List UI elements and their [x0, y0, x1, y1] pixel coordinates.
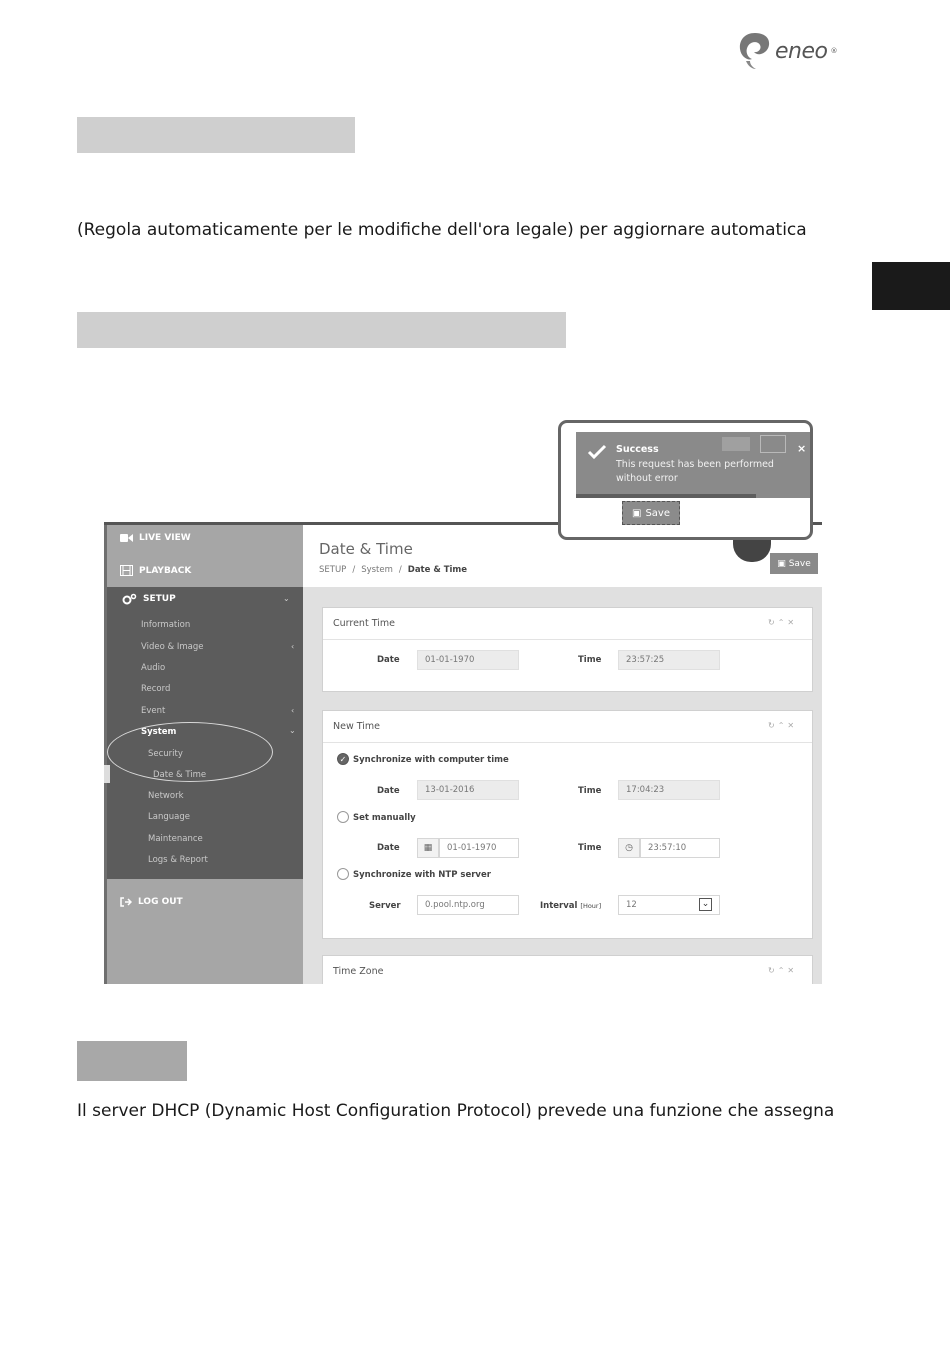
chapter-thumb-tab: [872, 262, 950, 310]
server-label: Server: [369, 901, 401, 911]
sidebar-item-date-time[interactable]: Date & Time: [153, 770, 207, 780]
toast-title: Success: [616, 444, 659, 455]
sync-ntp-label: Synchronize with NTP server: [353, 870, 491, 880]
refresh-icon[interactable]: ↻: [768, 721, 778, 730]
video-camera-icon: [120, 533, 133, 543]
toast-progress: [576, 494, 756, 498]
sidebar-item-label: LIVE VIEW: [139, 533, 191, 543]
toast-ghost-block: [722, 437, 750, 451]
sidebar-bottom: [104, 879, 303, 984]
time-label: Time: [578, 655, 602, 665]
refresh-icon[interactable]: ↻: [768, 966, 778, 975]
breadcrumb-separator: /: [398, 565, 402, 575]
sync-ntp-radio[interactable]: [337, 868, 349, 880]
chevron-up-icon[interactable]: ⌃: [777, 721, 788, 730]
panel-tools: [768, 721, 797, 730]
current-date-field: 01-01-1970: [417, 650, 519, 670]
sync-computer-label: Synchronize with computer time: [353, 755, 509, 765]
close-icon[interactable]: ✕: [787, 618, 798, 627]
logo-wordmark: eneo: [775, 38, 828, 64]
sidebar-item-live-view[interactable]: [120, 533, 191, 543]
date-label: Date: [377, 655, 400, 665]
panel-tools: [768, 966, 797, 975]
sidebar-item-video-image[interactable]: Video & Image: [141, 642, 204, 652]
eneo-logo: [738, 30, 838, 72]
breadcrumb-current: Date & Time: [407, 565, 468, 575]
toast-ghost-frame: [760, 435, 786, 453]
interval-unit: [Hour]: [580, 902, 602, 910]
refresh-icon[interactable]: ↻: [768, 618, 778, 627]
logo-registered-mark: ®: [830, 47, 838, 55]
calendar-icon[interactable]: ▦: [417, 838, 439, 858]
sidebar-item-label: SETUP: [143, 594, 176, 604]
sync-computer-radio[interactable]: ✓: [337, 753, 349, 765]
floppy-disk-icon: ▣: [777, 558, 786, 569]
paragraph-2: Il server DHCP (Dynamic Host Configuration Protocol) prevede una funzione che assegna: [77, 1101, 835, 1121]
ntp-server-input[interactable]: 0.pool.ntp.org: [417, 895, 519, 915]
set-manually-radio[interactable]: [337, 811, 349, 823]
chevron-down-icon: ⌄: [283, 594, 290, 603]
sidebar-item-label: LOG OUT: [138, 897, 183, 907]
save-button-label: Save: [788, 558, 811, 569]
breadcrumb-system[interactable]: System: [361, 565, 393, 575]
callout-save-label: Save: [645, 507, 670, 519]
paragraph-1: (Regola automaticamente per le modifiche dell'ora legale) per aggiornare automatica: [77, 220, 807, 240]
sidebar-item-system[interactable]: System: [141, 727, 177, 737]
time-label: Time: [578, 786, 602, 796]
callout-save-button[interactable]: [622, 501, 680, 525]
sidebar-item-logout[interactable]: [120, 897, 183, 907]
chevron-up-icon[interactable]: ⌃: [777, 966, 788, 975]
chevron-left-icon: ‹: [291, 706, 295, 715]
sidebar-item-logs-report[interactable]: Logs & Report: [148, 855, 208, 865]
chevron-down-icon: ⌄: [289, 726, 296, 735]
breadcrumb-setup[interactable]: SETUP: [319, 565, 347, 575]
panel-title: Time Zone: [333, 966, 384, 977]
panel-title: New Time: [333, 721, 380, 732]
sidebar-item-setup[interactable]: [122, 593, 176, 605]
interval-label: [540, 901, 601, 911]
computer-time-field: 17:04:23: [618, 780, 720, 800]
chevron-up-icon[interactable]: ⌃: [777, 618, 788, 627]
sidebar-item-record[interactable]: Record: [141, 684, 171, 694]
section-heading-bar-1: [77, 117, 355, 153]
manual-date-input[interactable]: 01-01-1970: [439, 838, 519, 858]
set-manually-label: Set manually: [353, 813, 416, 823]
breadcrumb-separator: /: [352, 565, 356, 575]
panel-divider: [323, 639, 812, 640]
sidebar-item-event[interactable]: Event: [141, 706, 166, 716]
sidebar-item-security[interactable]: Security: [148, 749, 183, 759]
panel-tools: [768, 618, 797, 627]
sidebar-item-language[interactable]: Language: [148, 812, 190, 822]
time-label: Time: [578, 843, 602, 853]
eneo-logo-mark-icon: [738, 31, 772, 71]
floppy-disk-icon: ▣: [632, 507, 642, 519]
sidebar-item-audio[interactable]: Audio: [141, 663, 166, 673]
close-icon[interactable]: ✕: [787, 721, 798, 730]
date-label: Date: [377, 786, 400, 796]
checkmark-icon: [587, 444, 607, 460]
chevron-down-icon[interactable]: ⌄: [699, 898, 712, 911]
toast-message: This request has been performed without error: [616, 459, 774, 484]
sidebar-item-label: PLAYBACK: [139, 565, 192, 576]
panel-title: Current Time: [333, 618, 395, 629]
close-icon[interactable]: ✕: [787, 966, 798, 975]
section-heading-bar-2: [77, 312, 566, 348]
interval-value: 12: [626, 900, 637, 910]
sidebar-item-playback[interactable]: [120, 565, 191, 576]
highlight-ellipse: [107, 722, 273, 782]
logout-icon: [120, 897, 132, 907]
close-icon[interactable]: ×: [797, 442, 807, 455]
panel-divider: [323, 742, 812, 743]
date-label: Date: [377, 843, 400, 853]
computer-date-field: 13-01-2016: [417, 780, 519, 800]
breadcrumb: [319, 565, 467, 575]
sidebar-item-network[interactable]: Network: [148, 791, 184, 801]
manual-time-input[interactable]: 23:57:10: [640, 838, 720, 858]
current-time-panel: [322, 607, 813, 692]
chevron-left-icon: ‹: [291, 642, 295, 651]
sidebar-active-marker: [104, 765, 110, 783]
clock-icon[interactable]: ◷: [618, 838, 640, 858]
interval-label-text: Interval: [540, 901, 578, 911]
screenshot-bottom-mask: [104, 984, 822, 1004]
film-icon: [120, 565, 133, 576]
page-title: Date & Time: [319, 540, 413, 558]
sidebar-item-maintenance[interactable]: Maintenance: [148, 834, 203, 844]
current-time-field: 23:57:25: [618, 650, 720, 670]
section-heading-bar-3: [77, 1041, 187, 1081]
sidebar-item-information[interactable]: Information: [141, 620, 191, 630]
save-button[interactable]: [770, 553, 818, 574]
gears-icon: [122, 593, 137, 605]
